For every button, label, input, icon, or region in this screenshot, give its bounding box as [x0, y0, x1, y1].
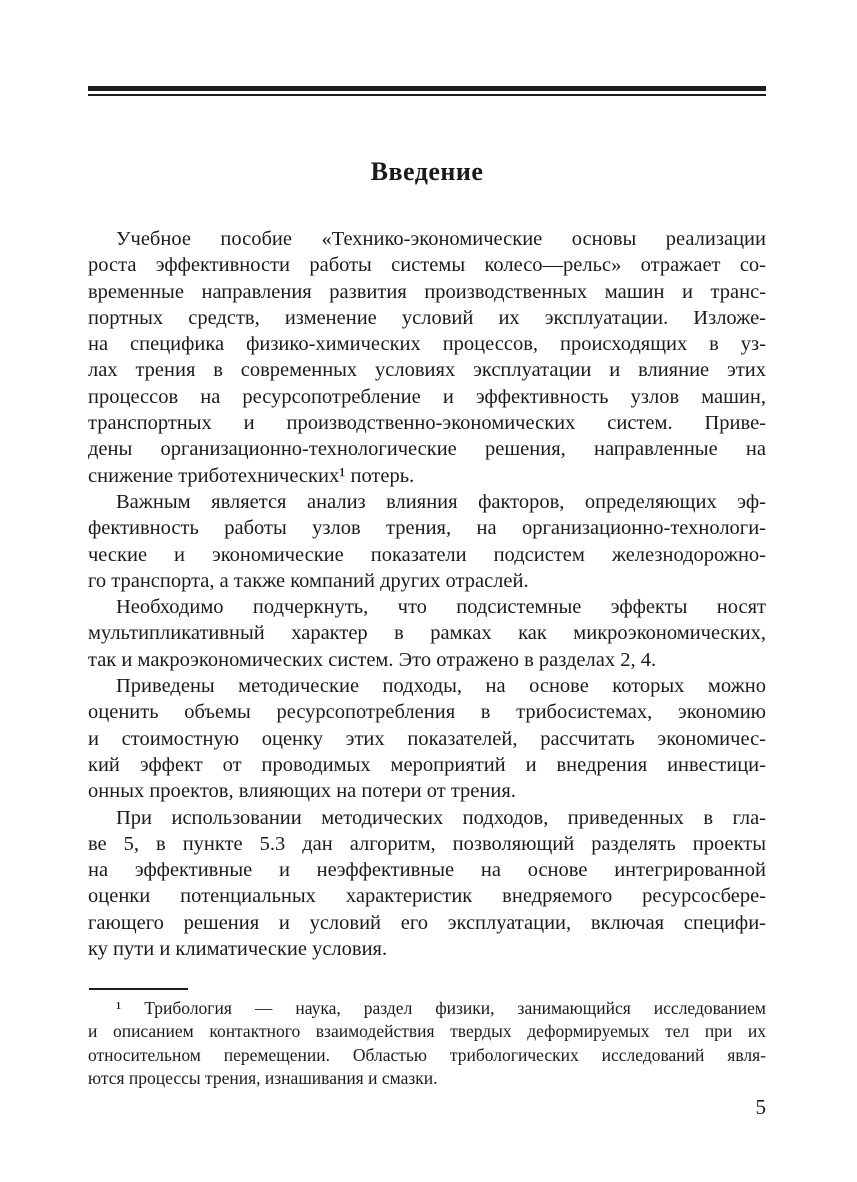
footnote — [88, 997, 766, 1090]
text-line: Необходимо подчеркнуть, что подсистемные эффекты носят — [116, 596, 766, 619]
paragraph — [88, 673, 766, 804]
text-line: ве 5, в пункте 5.3 дан алгоритм, позволяющий разделять проекты — [88, 832, 766, 855]
footnote-line: и описанием контактного взаимодействия твердых деформируемых тел при их — [88, 1021, 766, 1042]
text-line: лах трения в современных условиях эксплуатации и влияние этих — [88, 359, 766, 382]
text-line: так и макроэкономических систем. Это отражено в разделах 2, 4. — [88, 648, 657, 671]
chapter-title: Введение — [370, 157, 484, 186]
text-line: Важным является анализ влияния факторов, определяющих эф- — [116, 490, 766, 513]
header-rule-thin-line — [88, 94, 766, 96]
footnote-line: ются процессы трения, изнашивания и смазки. — [88, 1067, 438, 1088]
text-line: го транспорта, а также компаний других отраслей. — [88, 569, 529, 592]
footnote-separator — [89, 988, 188, 990]
paragraph — [88, 226, 766, 489]
text-line: оценки потенциальных характеристик внедряемого ресурсосбере- — [88, 885, 766, 908]
footnote-line: ¹ Трибология — наука, раздел физики, занимающийся исследованием — [116, 998, 766, 1018]
body-text — [88, 226, 766, 962]
header-rule — [88, 86, 766, 96]
text-line: оценить объемы ресурсопотребления в трибосистемах, экономию — [88, 701, 766, 724]
text-line: процессов на ресурсопотребление и эффективность узлов машин, — [88, 385, 766, 408]
text-line: ку пути и климатические условия. — [88, 938, 388, 961]
text-line: Приведены методические подходы, на основе которых можно — [116, 675, 766, 698]
text-line: ческие и экономические показатели подсистем железнодорожно- — [88, 543, 766, 566]
text-line: кий эффект от проводимых мероприятий и внедрения инвестици- — [88, 753, 766, 776]
text-line: Учебное пособие «Технико-экономические основы реализации — [116, 228, 766, 250]
text-line: При использовании методических подходов, приведенных в гла- — [116, 806, 766, 829]
text-line: мультипликативный характер в рамках как микроэкономических, — [88, 622, 766, 645]
paragraph — [88, 489, 766, 594]
text-line: дены организационно-технологические решения, направленные на — [88, 438, 766, 461]
text-line: онных проектов, влияющих на потери от трения. — [88, 780, 516, 803]
page-number: 5 — [755, 1095, 766, 1119]
text-line: портных средств, изменение условий их эксплуатации. Изложе- — [88, 306, 766, 329]
text-line: снижение триботехнических¹ потерь. — [88, 464, 415, 487]
text-line: гающего решения и условий его эксплуатации, включая специфи- — [88, 911, 766, 934]
paragraph — [88, 805, 766, 963]
text-line: на эффективные и неэффективные на основе интегрированной — [88, 859, 766, 882]
text-line: роста эффективности работы системы колесо—рельс» отражает со- — [88, 254, 766, 277]
text-line: на специфика физико-химических процессов, происходящих в уз- — [88, 333, 766, 356]
paragraph — [88, 594, 766, 673]
text-line: и стоимостную оценку этих показателей, рассчитать экономичес- — [88, 727, 766, 750]
footnote-line: относительном перемещении. Областью трибологических исследований явля- — [88, 1044, 766, 1065]
text-line: транспортных и производственно-экономических систем. Приве- — [88, 412, 766, 435]
text-line: временные направления развития производственных машин и транс- — [88, 280, 766, 303]
text-line: фективность работы узлов трения, на организационно-технологи- — [88, 517, 766, 540]
